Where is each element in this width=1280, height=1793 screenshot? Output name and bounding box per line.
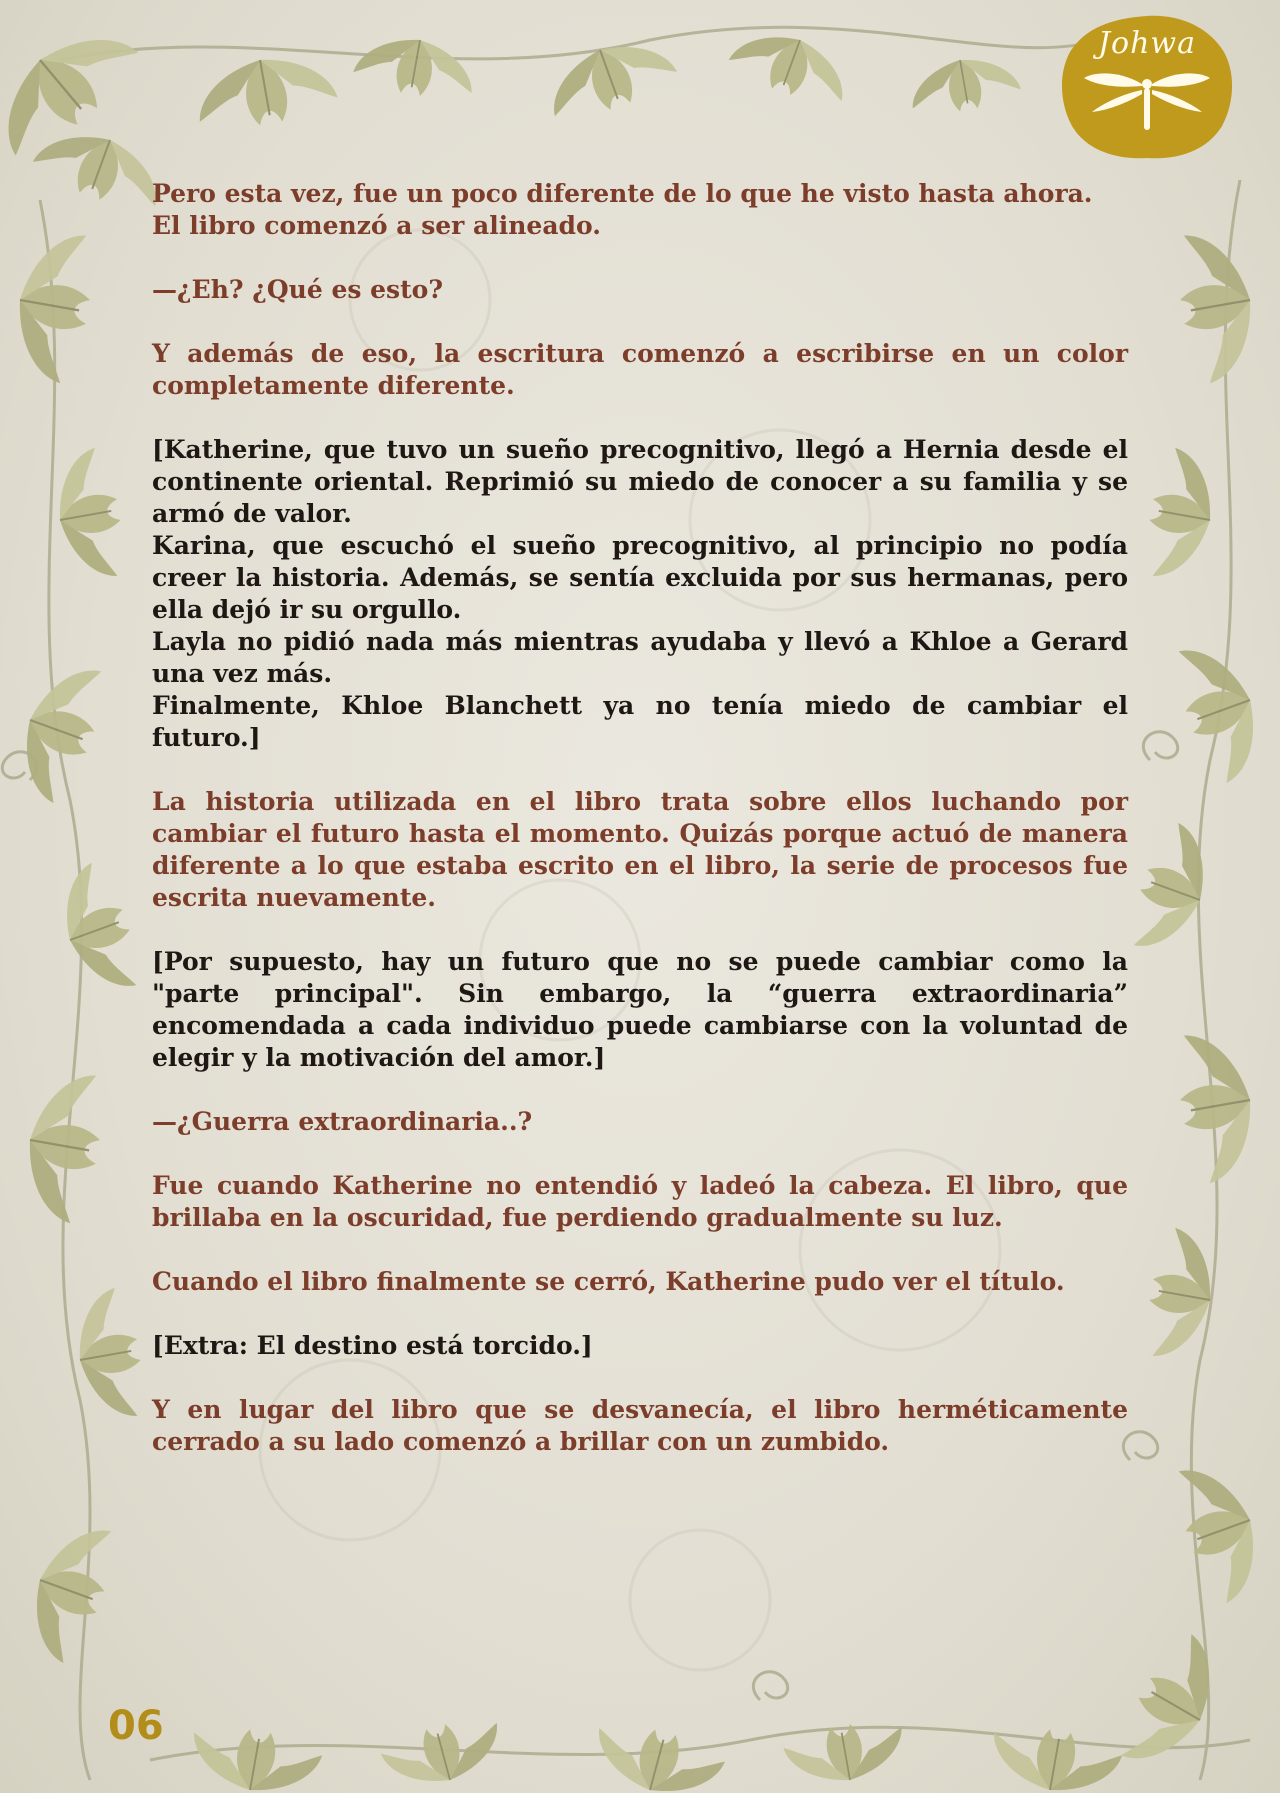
text-line: Fue cuando Katherine no entendió y ladeó la cabeza. El libro, que brillaba en la oscuridad, fue perdiendo gradualmente su luz. (152, 1171, 1128, 1232)
text-line: La historia utilizada en el libro trata sobre ellos luchando por cambiar el futuro hasta el momento. Quizás porque actuó de manera diferente a lo que estaba escrito en el libro, la serie de procesos fue escrita nuevamente. (152, 787, 1128, 912)
paragraph (152, 1330, 1128, 1362)
johwa-logo (1058, 12, 1236, 160)
paragraph (152, 1106, 1128, 1138)
paragraph (152, 338, 1128, 402)
text-line: [Katherine, que tuvo un sueño precognitivo, llegó a Hernia desde el continente oriental. Reprimió su miedo de conocer a su familia y se armó de valor. (152, 435, 1128, 528)
text-line: El libro comenzó a ser alineado. (152, 211, 601, 240)
paragraph (152, 274, 1128, 306)
paragraph (152, 1394, 1128, 1458)
page-text (152, 178, 1128, 1490)
paragraph (152, 1266, 1128, 1298)
logo-text: Johwa (1098, 26, 1196, 61)
text-line: Pero esta vez, fue un poco diferente de lo que he visto hasta ahora. (152, 179, 1093, 208)
text-line: [Extra: El destino está torcido.] (152, 1331, 593, 1360)
text-line: Y en lugar del libro que se desvanecía, el libro herméticamente cerrado a su lado comenzó a brillar con un zumbido. (152, 1395, 1128, 1456)
text-line: —¿Guerra extraordinaria..? (152, 1107, 533, 1136)
text-line: Y además de eso, la escritura comenzó a escribirse en un color completamente diferente. (152, 339, 1128, 400)
text-line: Cuando el libro finalmente se cerró, Katherine pudo ver el título. (152, 1267, 1065, 1296)
paragraph (152, 946, 1128, 1074)
text-line: [Por supuesto, hay un futuro que no se puede cambiar como la "parte principal". Sin embargo, la “guerra extraordinaria” encomendada a cada individuo puede cambiarse con la voluntad de elegir y la motivación del amor.] (152, 947, 1128, 1072)
paragraph (152, 434, 1128, 754)
text-line: —¿Eh? ¿Qué es esto? (152, 275, 443, 304)
text-line: Layla no pidió nada más mientras ayudaba y llevó a Khloe a Gerard una vez más. (152, 627, 1128, 688)
text-line: Finalmente, Khloe Blanchett ya no tenía miedo de cambiar el futuro.] (152, 691, 1128, 752)
paragraph (152, 178, 1128, 242)
paragraph (152, 1170, 1128, 1234)
text-line: Karina, que escuchó el sueño precognitivo, al principio no podía creer la historia. Además, se sentía excluida por sus hermanas, pero ella dejó ir su orgullo. (152, 531, 1128, 624)
page-number: 06 (108, 1703, 164, 1749)
paragraph (152, 786, 1128, 914)
